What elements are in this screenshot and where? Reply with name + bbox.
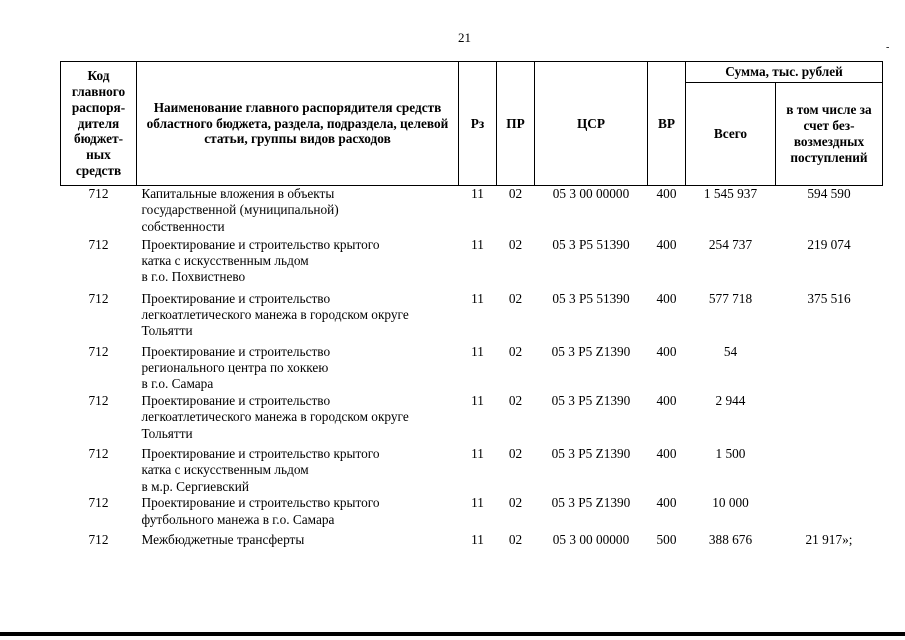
- cell-name: [137, 237, 459, 291]
- cell-total: 54: [723, 343, 738, 359]
- header-rz: Рз: [459, 62, 497, 186]
- cell-csr: 05 3 00 00000: [552, 186, 630, 201]
- cell-pr: 02: [508, 290, 523, 306]
- cell-name: [137, 291, 459, 344]
- cell-code: 712: [88, 392, 109, 408]
- cell-vr: 500: [656, 532, 677, 548]
- cell-code: 712: [88, 495, 109, 511]
- cell-pr: 02: [508, 343, 523, 359]
- cell-csr: 05 3 Р5 Z1390: [551, 343, 631, 359]
- scan-mark: -: [886, 42, 890, 53]
- cell-name-line: в г.о. Самара: [141, 376, 214, 392]
- table-row: [61, 446, 883, 495]
- cell-code: 712: [88, 343, 109, 359]
- table-row: [61, 186, 883, 237]
- cell-code: 712: [88, 532, 109, 548]
- cell-name-line: государственной (муниципальной): [141, 202, 339, 218]
- cell-pr: 02: [508, 532, 523, 548]
- cell-vr: 400: [656, 495, 677, 511]
- cell-name-line: Проектирование и строительство: [141, 392, 331, 408]
- cell-rz: 11: [471, 236, 484, 252]
- cell-incl: 219 074: [807, 236, 851, 252]
- header-code: Код главного распоря-дителя бюджет-ных средств: [61, 62, 137, 186]
- cell-rz: 11: [471, 343, 484, 359]
- cell-name: [137, 446, 459, 495]
- cell-name-line: Тольятти: [141, 323, 193, 339]
- cell-name-line: Межбюджетные трансферты: [141, 532, 305, 548]
- cell-name-line: легкоатлетического манежа в городском округе: [141, 409, 409, 425]
- cell-name-line: Проектирование и строительство крытого: [141, 495, 380, 511]
- cell-total: 388 676: [708, 532, 753, 548]
- cell-vr: 400: [656, 290, 677, 306]
- cell-name-line: Проектирование и строительство крытого: [141, 236, 380, 252]
- cell-rz: 11: [471, 495, 484, 511]
- cell-code: 712: [88, 236, 109, 252]
- cell-name: [137, 186, 459, 237]
- cell-code: 712: [88, 186, 109, 201]
- cell-total: 254 737: [708, 236, 753, 252]
- cell-incl: [776, 344, 883, 393]
- cell-name-line: катка с искусственным льдом: [141, 252, 309, 268]
- cell-csr: 05 3 Р5 Z1390: [551, 495, 631, 511]
- cell-pr: 02: [508, 392, 523, 408]
- cell-incl: [776, 495, 883, 532]
- cell-name-line: Проектирование и строительство крытого: [141, 445, 380, 461]
- cell-pr: 02: [508, 445, 523, 461]
- cell-name: [137, 393, 459, 446]
- cell-rz: 11: [471, 290, 484, 306]
- cell-incl: 594 590: [807, 186, 851, 201]
- table-row: [61, 344, 883, 393]
- header-vr: ВР: [648, 62, 686, 186]
- cell-csr: 05 3 00 00000: [552, 532, 630, 548]
- cell-incl: 21 917»;: [805, 532, 853, 548]
- cell-code: 712: [88, 445, 109, 461]
- cell-rz: 11: [471, 392, 484, 408]
- cell-incl: [776, 446, 883, 495]
- cell-vr: 400: [656, 445, 677, 461]
- cell-name-line: Тольятти: [141, 425, 193, 441]
- cell-total: 10 000: [712, 495, 749, 511]
- cell-name-line: в г.о. Похвистнево: [141, 269, 246, 285]
- cell-csr: 05 3 Р5 Z1390: [551, 392, 631, 408]
- cell-name: [137, 495, 459, 532]
- header-total: Всего: [686, 83, 776, 186]
- cell-vr: 400: [656, 186, 677, 201]
- cell-total: 2 944: [715, 392, 746, 408]
- cell-csr: 05 3 Р5 51390: [552, 290, 630, 306]
- cell-total: 577 718: [708, 290, 753, 306]
- header-pr: ПР: [497, 62, 535, 186]
- cell-pr: 02: [508, 186, 523, 201]
- cell-pr: 02: [508, 495, 523, 511]
- table-row: [61, 532, 883, 554]
- cell-rz: 11: [471, 532, 484, 548]
- cell-name: [137, 344, 459, 393]
- cell-rz: 11: [471, 186, 484, 201]
- cell-incl: 375 516: [807, 290, 851, 306]
- page-number: 21: [458, 30, 471, 45]
- cell-name-line: легкоатлетического манежа в городском округе: [141, 306, 409, 322]
- cell-rz: 11: [471, 445, 484, 461]
- cell-name-line: собственности: [141, 218, 225, 234]
- cell-total: 1 545 937: [703, 186, 758, 201]
- cell-name-line: Проектирование и строительство: [141, 343, 331, 359]
- cell-vr: 400: [656, 236, 677, 252]
- cell-name-line: футбольного манежа в г.о. Самара: [141, 511, 335, 527]
- cell-vr: 400: [656, 343, 677, 359]
- cell-vr: 400: [656, 392, 677, 408]
- cell-csr: 05 3 Р5 51390: [552, 236, 630, 252]
- header-name: Наименование главного распорядителя средств областного бюджета, раздела, подраздела, целевой статьи, группы видов расходов: [137, 62, 459, 186]
- table-row: [61, 495, 883, 532]
- cell-code: 712: [88, 290, 109, 306]
- cell-name-line: катка с искусственным льдом: [141, 462, 309, 478]
- header-csr: ЦСР: [535, 62, 648, 186]
- table-row: [61, 393, 883, 446]
- cell-csr: 05 3 Р5 Z1390: [551, 445, 631, 461]
- cell-name: [137, 532, 459, 554]
- header-incl: в том числе за счет без-возмездных поступлений: [776, 83, 883, 186]
- table-row: [61, 237, 883, 291]
- cell-name-line: регионального центра по хоккею: [141, 359, 329, 375]
- header-sum: Сумма, тыс. рублей: [686, 62, 883, 83]
- cell-name-line: Капитальные вложения в объекты: [141, 186, 335, 201]
- cell-name-line: Проектирование и строительство: [141, 290, 331, 306]
- budget-table: [60, 61, 883, 554]
- cell-name-line: в м.р. Сергиевский: [141, 478, 249, 494]
- cell-incl: [776, 393, 883, 446]
- cell-total: 1 500: [715, 445, 746, 461]
- table-row: [61, 291, 883, 344]
- cell-pr: 02: [508, 236, 523, 252]
- bottom-rule: [0, 632, 905, 636]
